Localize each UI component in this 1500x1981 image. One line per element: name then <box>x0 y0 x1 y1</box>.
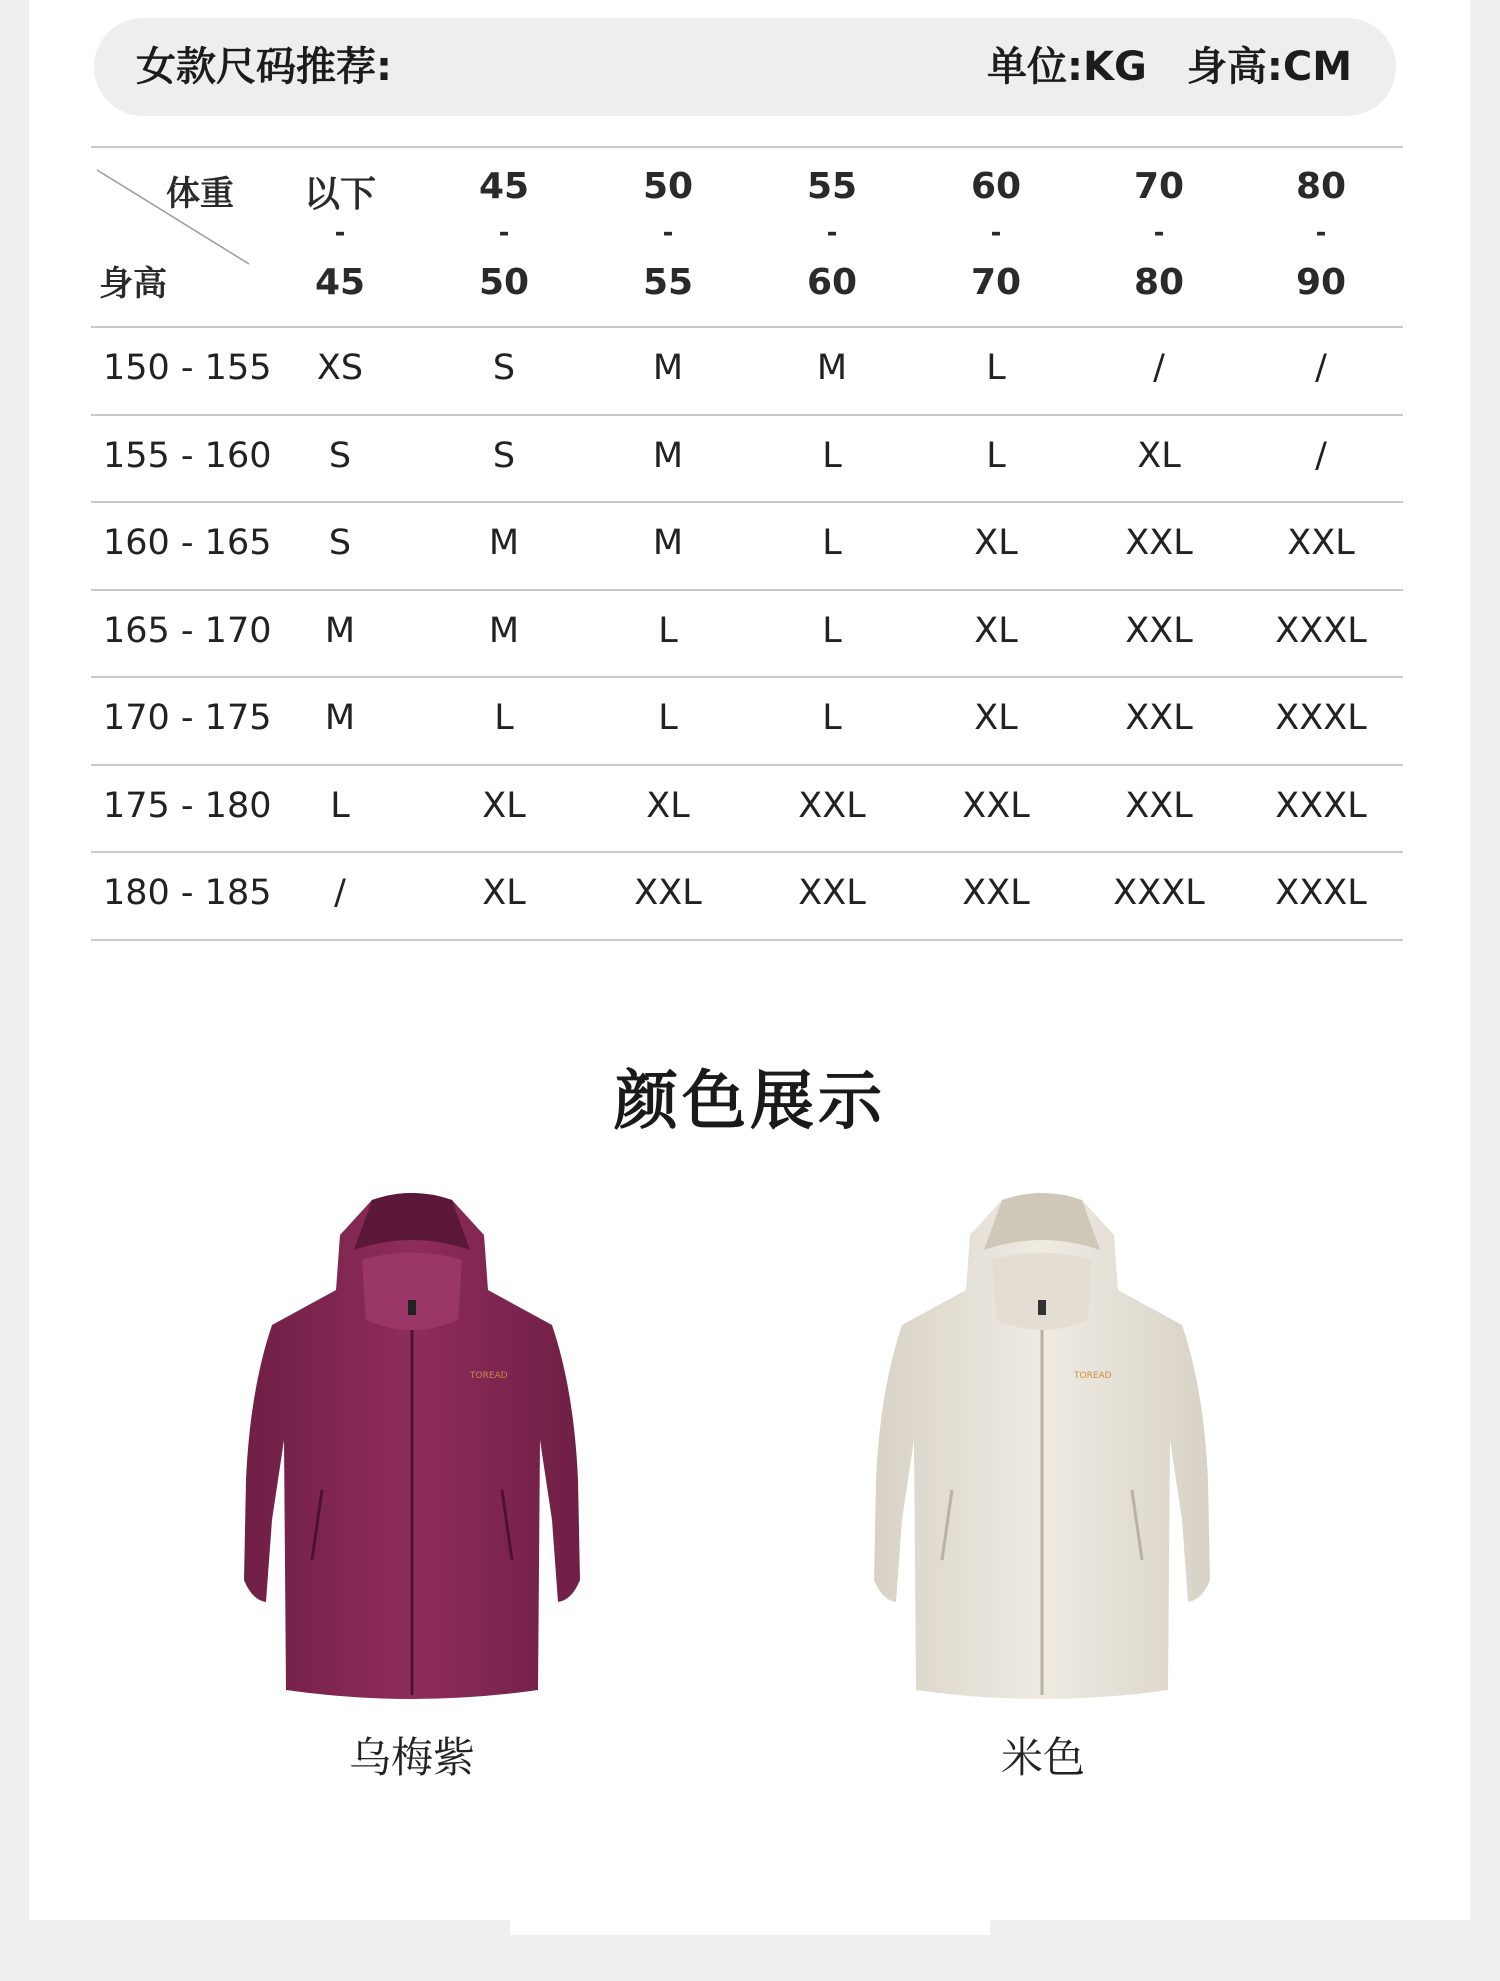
column-header-bottom: 50 <box>478 262 530 303</box>
size-cell: XXL <box>634 873 702 913</box>
size-cell: L <box>330 785 350 826</box>
table-row-divider <box>91 501 1403 503</box>
size-cell: M <box>652 435 684 476</box>
bottom-tab-edge <box>510 1905 990 1935</box>
table-row-divider <box>91 676 1403 678</box>
beige-color-label: 米色 <box>1000 1733 1085 1782</box>
column-header-dash: - <box>1315 218 1327 248</box>
column-header-dash: - <box>1153 218 1165 248</box>
size-cell: / <box>1315 348 1327 388</box>
corner-weight-label: 体重 <box>166 174 234 214</box>
size-cell: M <box>652 348 684 388</box>
corner-height-label: 身高 <box>99 264 167 304</box>
column-header-dash: - <box>662 218 674 248</box>
beige-jacket-image <box>852 1190 1232 1710</box>
size-cell: XXL <box>1125 523 1193 563</box>
beige-jacket-logo: TOREAD <box>1074 1371 1112 1381</box>
column-header-bottom: 55 <box>642 262 694 303</box>
column-header-bottom: 70 <box>970 262 1022 303</box>
size-cell: XXL <box>1287 523 1355 563</box>
table-row-divider <box>91 939 1403 941</box>
size-cell: XXL <box>798 873 866 913</box>
size-cell: XL <box>1137 435 1181 476</box>
size-cell: XL <box>974 523 1018 563</box>
row-height-label: 150 - 155 <box>103 348 272 388</box>
size-cell: XXXL <box>1275 610 1367 651</box>
column-header-top: 45 <box>478 166 530 207</box>
row-height-label: 155 - 160 <box>103 435 272 476</box>
size-cell: / <box>1315 435 1327 476</box>
column-header-dash: - <box>498 218 510 248</box>
table-header-divider <box>91 326 1403 328</box>
size-cell: S <box>328 435 352 476</box>
plum-jacket-logo: TOREAD <box>470 1371 508 1381</box>
size-cell: M <box>652 523 684 563</box>
size-cell: M <box>488 523 520 563</box>
size-cell: XXXL <box>1275 785 1367 826</box>
size-cell: M <box>816 348 848 388</box>
color-display-title: 颜色展示 <box>614 1065 886 1139</box>
size-cell: M <box>324 610 356 651</box>
size-cell: S <box>492 348 516 388</box>
units-info <box>987 18 1352 116</box>
size-cell: XXL <box>798 785 866 826</box>
size-cell: L <box>658 698 678 738</box>
table-row-divider <box>91 589 1403 591</box>
row-height-label: 175 - 180 <box>103 785 272 826</box>
size-cell: S <box>328 523 352 563</box>
size-cell: XXL <box>1125 785 1193 826</box>
size-cell: L <box>986 435 1006 476</box>
table-row-divider <box>91 414 1403 416</box>
size-cell: XL <box>482 785 526 826</box>
plum-color-label: 乌梅紫 <box>348 1733 475 1782</box>
column-header-bottom: 80 <box>1133 262 1185 303</box>
row-height-label: 165 - 170 <box>103 610 272 651</box>
size-cell: S <box>492 435 516 476</box>
size-cell: XXL <box>1125 610 1193 651</box>
size-cell: XS <box>316 348 364 388</box>
column-header-dash: - <box>334 218 346 248</box>
size-cell: L <box>822 435 842 476</box>
size-cell: L <box>658 610 678 651</box>
height-unit-label: 身高:CM <box>1186 44 1352 90</box>
size-cell: XXL <box>1125 698 1193 738</box>
column-header-top: 80 <box>1295 166 1347 207</box>
column-header-top: 50 <box>642 166 694 207</box>
size-cell: XXXL <box>1113 873 1205 913</box>
weight-unit-label: 单位:KG <box>987 44 1147 90</box>
size-cell: XL <box>974 698 1018 738</box>
size-guide-header <box>94 18 1396 116</box>
size-cell: XL <box>974 610 1018 651</box>
table-row-divider <box>91 764 1403 766</box>
row-height-label: 160 - 165 <box>103 523 272 563</box>
table-row-divider <box>91 851 1403 853</box>
size-cell: L <box>822 610 842 651</box>
column-header-top: 55 <box>806 166 858 207</box>
size-cell: XXL <box>962 873 1030 913</box>
column-header-top: 60 <box>970 166 1022 207</box>
size-cell: XXXL <box>1275 698 1367 738</box>
column-header-top: 70 <box>1133 166 1185 207</box>
size-cell: L <box>822 523 842 563</box>
row-height-label: 180 - 185 <box>103 873 272 913</box>
table-top-border <box>91 146 1403 148</box>
size-cell: L <box>986 348 1006 388</box>
size-guide-title: 女款尺码推荐: <box>136 44 392 90</box>
column-header-dash: - <box>826 218 838 248</box>
column-header-bottom: 90 <box>1295 262 1347 303</box>
size-cell: XXXL <box>1275 873 1367 913</box>
size-cell: / <box>334 873 346 913</box>
row-height-label: 170 - 175 <box>103 698 272 738</box>
size-cell: M <box>488 610 520 651</box>
size-cell: / <box>1153 348 1165 388</box>
column-header-bottom: 60 <box>806 262 858 303</box>
size-cell: L <box>822 698 842 738</box>
plum-jacket-image <box>222 1190 602 1710</box>
size-cell: L <box>494 698 514 738</box>
column-header-top: 以下 <box>303 174 376 215</box>
size-cell: XXL <box>962 785 1030 826</box>
size-cell: XL <box>482 873 526 913</box>
size-cell: XL <box>646 785 690 826</box>
column-header-dash: - <box>990 218 1002 248</box>
column-header-bottom: 45 <box>314 262 366 303</box>
size-cell: M <box>324 698 356 738</box>
